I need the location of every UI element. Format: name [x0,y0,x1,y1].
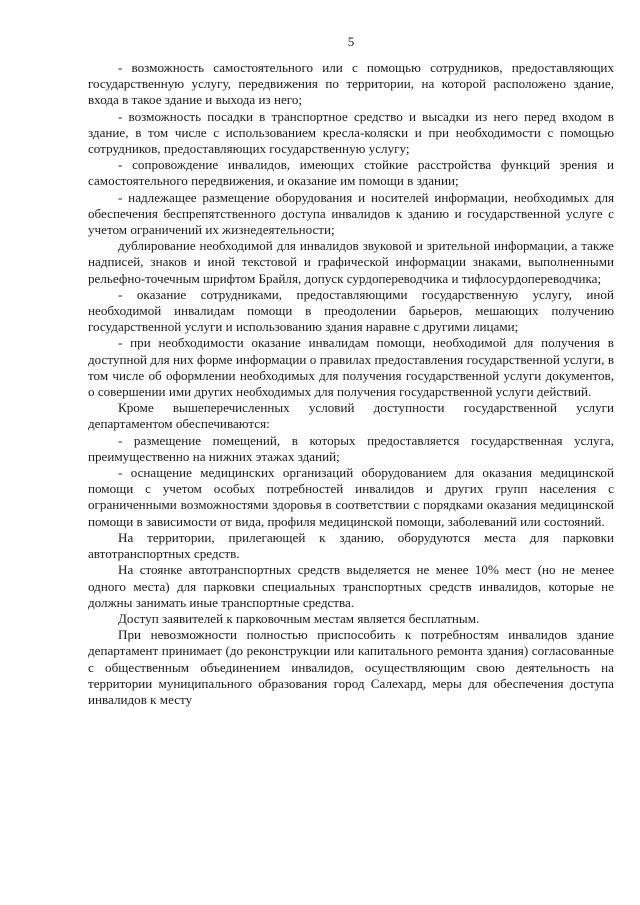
document-body [88,60,614,708]
paragraph: - размещение помещений, в которых предоставляется государственная услуга, преимущественно на нижних этажах зданий; [88,432,614,464]
paragraph: На стоянке автотранспортных средств выделяется не менее 10% мест (но не менее одного места) для парковки специальных транспортных средств инвалидов, которые не должны занимать иные транспортные средства. [88,562,614,610]
paragraph: При невозможности полностью приспособить к потребностям инвалидов здание департамент принимает (до реконструкции или капитального ремонта здания) согласованные с общественным объединением инвалидов, осуществляющим свою деятельность на территории муниципального образования город Салехард, меры для обеспечения доступа инвалидов к месту [88,627,614,707]
paragraph: дублирование необходимой для инвалидов звуковой и зрительной информации, а также надписей, знаков и иной текстовой и графической информации знаками, выполненными рельефно-точечным шрифтом Брайля, допуск сурдопереводчика и тифлосурдопереводчика; [88,238,614,286]
paragraph: - возможность самостоятельного или с помощью сотрудников, предоставляющих государственную услугу, передвижения по территории, на которой расположено здание, входа в такое здание и выхода из него; [88,60,614,108]
paragraph: Доступ заявителей к парковочным местам является бесплатным. [118,610,480,626]
paragraph: На территории, прилегающей к зданию, оборудуются места для парковки автотранспортных средств. [88,529,614,562]
paragraph: - при необходимости оказание инвалидам помощи, необходимой для получения в доступной для них форме информации о правилах предоставления государственной услуги, в том числе об оформлении необходимых для получения государственной услуги документов, о совершении ими других необходимых для получения государственной услуги действий. [88,335,614,400]
paragraph: - надлежащее размещение оборудования и носителей информации, необходимых для обеспечения беспрепятственного доступа инвалидов к зданию и государственной услуге с учетом ограничений их жизнедеятельности; [88,189,614,238]
paragraph: - возможность посадки в транспортное средство и высадки из него перед входом в здание, в том числе с использованием кресла-коляски и при необходимости с помощью сотрудников, предоставляющих государственную услугу; [88,108,614,157]
paragraph: - сопровождение инвалидов, имеющих стойкие расстройства функций зрения и самостоятельного передвижения, и оказание им помощи в здании; [88,157,614,189]
paragraph: Кроме вышеперечисленных условий доступности государственной услуги департаментом обеспечиваются: [88,400,614,432]
paragraph: - оснащение медицинских организаций оборудованием для оказания медицинской помощи с учетом особых потребностей инвалидов и других групп населения с ограниченными возможностями здоровья в соответствии с порядками оказания медицинской помощи в зависимости от вида, профиля медицинской помощи, заболеваний или состояний. [88,465,614,529]
paragraph: - оказание сотрудниками, предоставляющими государственную услугу, иной необходимой инвалидам помощи в преодолении барьеров, мешающих получению государственной услуги и использованию здания наравне с другими лицами; [88,286,614,335]
page-number: 5 [347,34,355,49]
